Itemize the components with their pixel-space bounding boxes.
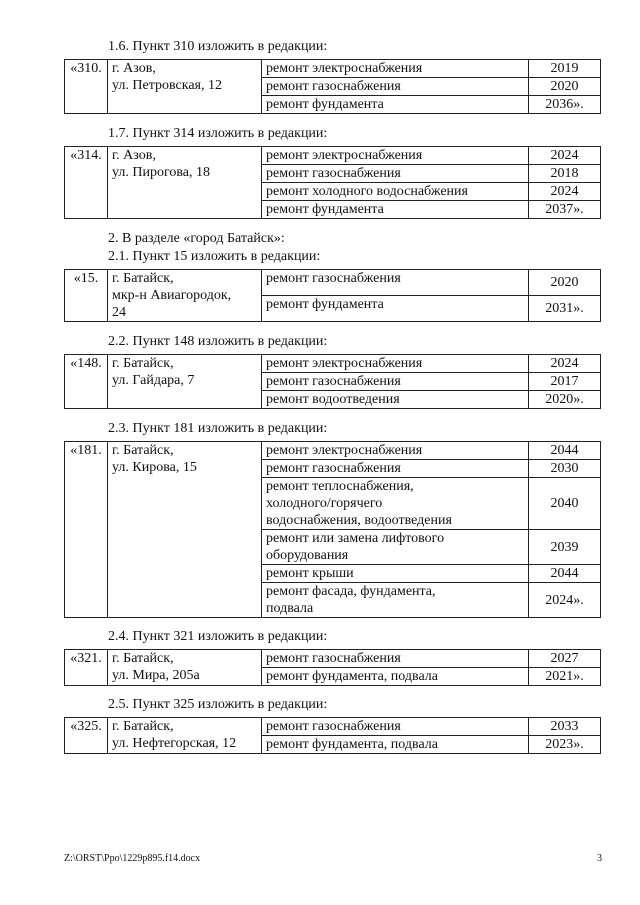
address-line: ул. Гайдара, 7 [112, 373, 195, 388]
item-address [108, 442, 262, 618]
work-type [262, 583, 529, 618]
item-number: «148. [65, 355, 108, 409]
work-type: ремонт крыши [262, 565, 529, 583]
address-line: ул. Мира, 205а [112, 668, 200, 683]
work-type: ремонт газоснабжения [262, 460, 529, 478]
work-year: 2027 [529, 650, 601, 668]
section-heading: 1.6. Пункт 310 изложить в редакции: [108, 39, 328, 54]
item-number: «321. [65, 650, 108, 686]
item-table [64, 146, 601, 219]
item-address [108, 650, 262, 686]
address-line: г. Азов, [112, 148, 156, 163]
document-body [64, 38, 602, 758]
work-year: 2033 [529, 718, 601, 736]
work-type [262, 478, 529, 530]
item-row [65, 718, 601, 736]
section-heading: 2.4. Пункт 321 изложить в редакции: [108, 629, 328, 644]
address-line: ул. Петровская, 12 [112, 78, 222, 93]
work-type: ремонт газоснабжения [262, 718, 529, 736]
item-number: «314. [65, 147, 108, 219]
address-line: г. Батайск, [112, 443, 174, 458]
work-type-line: подвала [266, 601, 314, 616]
work-year: 2020 [529, 78, 601, 96]
work-type-line: ремонт или замена лифтового [266, 531, 445, 546]
address-line: г. Батайск, [112, 651, 174, 666]
work-year: 2021». [529, 668, 601, 686]
work-year: 2017 [529, 373, 601, 391]
work-type: ремонт фундамента [262, 96, 529, 114]
work-year: 2024 [529, 183, 601, 201]
work-year: 2020». [529, 391, 601, 409]
section-heading: 2.5. Пункт 325 изложить в редакции: [108, 697, 328, 712]
item-table [64, 59, 601, 114]
work-year: 2040 [529, 478, 601, 530]
work-year: 2018 [529, 165, 601, 183]
address-line: г. Азов, [112, 61, 156, 76]
item-number: «181. [65, 442, 108, 618]
item-table [64, 717, 601, 754]
address-line: ул. Пирогова, 18 [112, 165, 211, 180]
work-type: ремонт электроснабжения [262, 147, 529, 165]
item-row [65, 355, 601, 373]
work-type: ремонт газоснабжения [262, 373, 529, 391]
work-type-line: холодного/горячего [266, 496, 383, 511]
section-heading: 1.7. Пункт 314 изложить в редакции: [108, 126, 328, 141]
address-line: г. Батайск, [112, 719, 174, 734]
work-type-line: ремонт фасада, фундамента, [266, 584, 436, 599]
work-type: ремонт газоснабжения [262, 270, 529, 296]
item-table [64, 649, 601, 686]
item-number: «15. [65, 270, 108, 322]
work-year: 2036». [529, 96, 601, 114]
work-type-line: оборудования [266, 548, 349, 563]
item-address [108, 355, 262, 409]
address-line: г. Батайск, [112, 271, 174, 286]
address-line: мкр-н Авиагородок, [112, 288, 232, 303]
section-heading: 2.3. Пункт 181 изложить в редакции: [108, 421, 328, 436]
item-table [64, 269, 601, 322]
work-type: ремонт газоснабжения [262, 650, 529, 668]
work-type [262, 530, 529, 565]
section-heading: 2.2. Пункт 148 изложить в редакции: [108, 334, 328, 349]
work-year: 2044 [529, 442, 601, 460]
work-type: ремонт холодного водоснабжения [262, 183, 529, 201]
work-type: ремонт водоотведения [262, 391, 529, 409]
item-address [108, 270, 262, 322]
item-row [65, 442, 601, 460]
work-year: 2037». [529, 201, 601, 219]
section-heading: 2.1. Пункт 15 изложить в редакции: [108, 249, 321, 264]
work-year: 2020 [529, 270, 601, 296]
work-type-line: ремонт теплоснабжения, [266, 479, 414, 494]
work-year: 2024 [529, 147, 601, 165]
page-number: 3 [597, 853, 602, 864]
work-year: 2019 [529, 60, 601, 78]
work-type: ремонт электроснабжения [262, 60, 529, 78]
work-year: 2024». [529, 583, 601, 618]
section-heading: 2. В разделе «город Батайск»: [108, 231, 285, 246]
file-path: Z:\ORST\Ppo\1229p895.f14.docx [64, 853, 201, 864]
work-type: ремонт электроснабжения [262, 442, 529, 460]
address-line: г. Батайск, [112, 356, 174, 371]
item-row [65, 60, 601, 78]
page-footer [64, 853, 602, 865]
work-year: 2023». [529, 736, 601, 754]
work-type: ремонт фундамента [262, 296, 529, 322]
item-row [65, 270, 601, 296]
work-type-line: водоснабжения, водоотведения [266, 513, 452, 528]
item-row [65, 650, 601, 668]
work-type: ремонт фундамента [262, 201, 529, 219]
item-number: «310. [65, 60, 108, 114]
item-address [108, 147, 262, 219]
work-year: 2031». [529, 296, 601, 322]
work-type: ремонт электроснабжения [262, 355, 529, 373]
work-year: 2039 [529, 530, 601, 565]
work-year: 2024 [529, 355, 601, 373]
item-row [65, 147, 601, 165]
work-year: 2030 [529, 460, 601, 478]
item-table [64, 441, 601, 618]
address-line: ул. Кирова, 15 [112, 460, 197, 475]
item-table [64, 354, 601, 409]
address-line: 24 [112, 305, 126, 320]
item-address [108, 718, 262, 754]
work-type: ремонт фундамента, подвала [262, 736, 529, 754]
work-type: ремонт газоснабжения [262, 165, 529, 183]
item-address [108, 60, 262, 114]
address-line: ул. Нефтегорская, 12 [112, 736, 237, 751]
item-number: «325. [65, 718, 108, 754]
work-type: ремонт фундамента, подвала [262, 668, 529, 686]
work-type: ремонт газоснабжения [262, 78, 529, 96]
work-year: 2044 [529, 565, 601, 583]
